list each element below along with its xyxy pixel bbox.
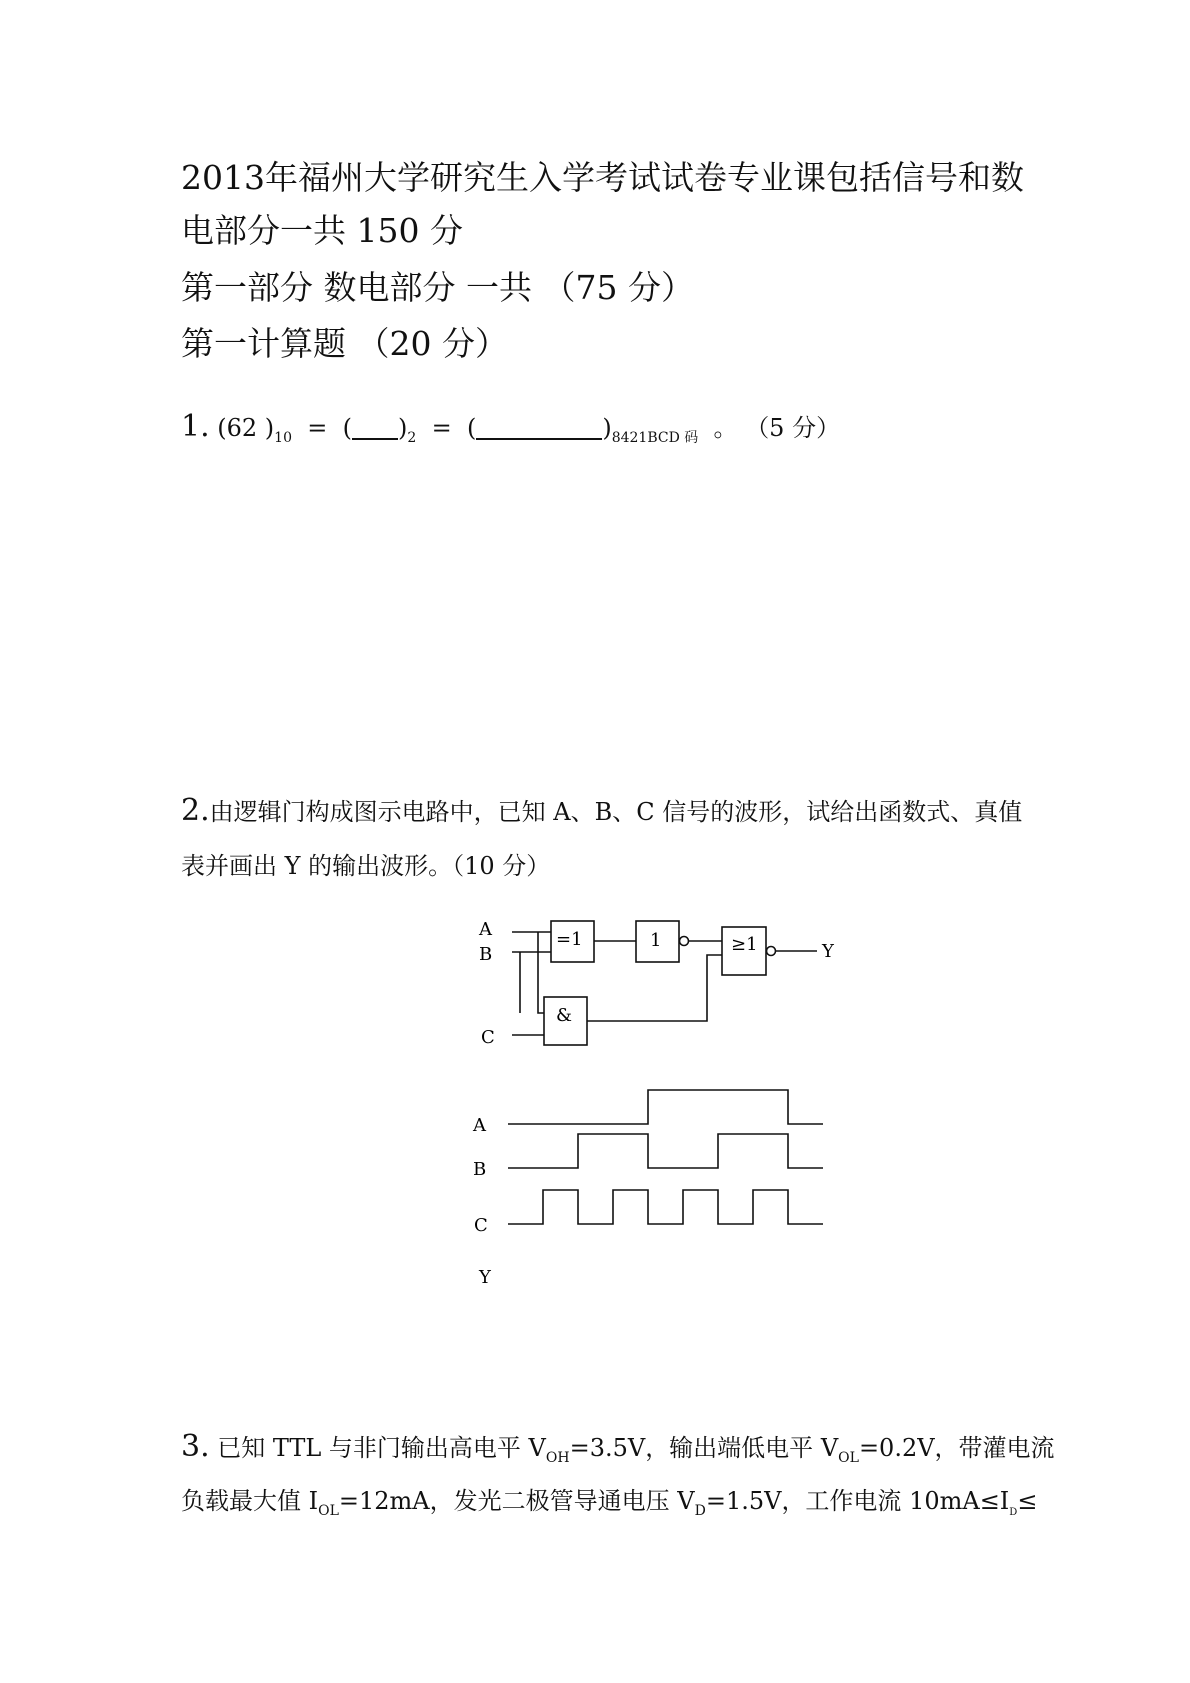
q1-score: （5 分） — [745, 414, 841, 442]
q1-eq-2: = — [431, 414, 452, 442]
q3-sub-iol: OL — [318, 1502, 339, 1519]
title-line-2: 电部分一共 150 分 — [181, 211, 463, 250]
and-gate-label: & — [556, 1005, 573, 1026]
wave-c — [508, 1190, 823, 1224]
wave-label-y: Y — [479, 1267, 491, 1288]
wire-and-nor — [587, 955, 722, 1021]
not-gate-label: 1 — [650, 930, 662, 951]
xor-gate-label: =1 — [556, 929, 583, 950]
q3-text-1a: 已知 TTL 与非门输出高电平 V — [217, 1434, 546, 1462]
q1-blank-bcd[interactable] — [476, 416, 602, 440]
q1-sub-2: 2 — [407, 429, 417, 446]
q3-number: 3. — [181, 1429, 210, 1464]
xor-gate — [551, 921, 594, 962]
q3-text-2e: =1.5V，工作电流 10mA≤I — [705, 1487, 1010, 1515]
not-bubble — [680, 937, 689, 946]
circuit-label-b: B — [479, 944, 493, 965]
q1-open-2: ( — [466, 414, 477, 442]
part-heading: 第一部分 数电部分 一共 （75 分） — [181, 268, 694, 307]
q1-eq-1: = — [307, 414, 328, 442]
section-heading: 第一计算题 （20 分） — [181, 324, 508, 363]
q3-sub-vol: OL — [838, 1449, 859, 1466]
nor-bubble — [767, 947, 776, 956]
q1-close-2: ) — [602, 414, 612, 442]
q1-blank-binary[interactable] — [352, 416, 398, 440]
q1-sub-10: 10 — [274, 429, 292, 446]
wave-a — [508, 1090, 823, 1124]
question-2-line-1 — [181, 792, 1022, 828]
q3-text-2g: ≤ — [1017, 1487, 1038, 1515]
q1-number: 1. — [181, 409, 210, 444]
wire-a-branch — [538, 932, 544, 1013]
q3-sub-voh: OH — [545, 1449, 570, 1466]
q1-lhs: (62 ) — [217, 414, 275, 442]
wave-label-c: C — [474, 1215, 488, 1236]
not-gate — [636, 921, 679, 962]
wave-label-b: B — [473, 1159, 487, 1180]
question-3-line-1 — [181, 1428, 1055, 1466]
circuit-label-a: A — [479, 919, 492, 940]
q3-text-2c: =12mA，发光二极管导通电压 V — [338, 1487, 695, 1515]
wave-b — [508, 1134, 823, 1168]
q3-text-1c: =3.5V，输出端低电平 V — [569, 1434, 839, 1462]
question-3-line-2 — [181, 1481, 1037, 1519]
q1-close-1: ) — [398, 414, 408, 442]
circuit-label-c: C — [481, 1027, 495, 1048]
nor-gate — [722, 927, 766, 975]
circuit-label-y: Y — [822, 941, 834, 962]
q1-end: 。 — [713, 414, 738, 442]
q2-text-1: 由逻辑门构成图示电路中，已知 A、B、C 信号的波形，试给出函数式、真值 — [209, 798, 1023, 826]
q1-open-1: ( — [342, 414, 353, 442]
q1-sub-bcd: 8421BCD 码 — [611, 429, 699, 446]
question-2-line-2: 表并画出 Y 的输出波形。（10 分） — [181, 852, 551, 880]
q3-text-1e: =0.2V，带灌电流 — [858, 1434, 1055, 1462]
question-1 — [181, 408, 840, 447]
wave-label-a: A — [473, 1115, 486, 1136]
title-line-1: 2013年福州大学研究生入学考试试卷专业课包括信号和数 — [181, 158, 1024, 197]
q3-sub-vd: D — [694, 1502, 706, 1519]
nor-gate-label: ≥1 — [731, 934, 758, 955]
and-gate — [544, 997, 587, 1045]
q2-number: 2. — [181, 793, 210, 828]
q3-sub-id: D — [1009, 1506, 1018, 1518]
q3-text-2a: 负载最大值 I — [181, 1487, 319, 1515]
